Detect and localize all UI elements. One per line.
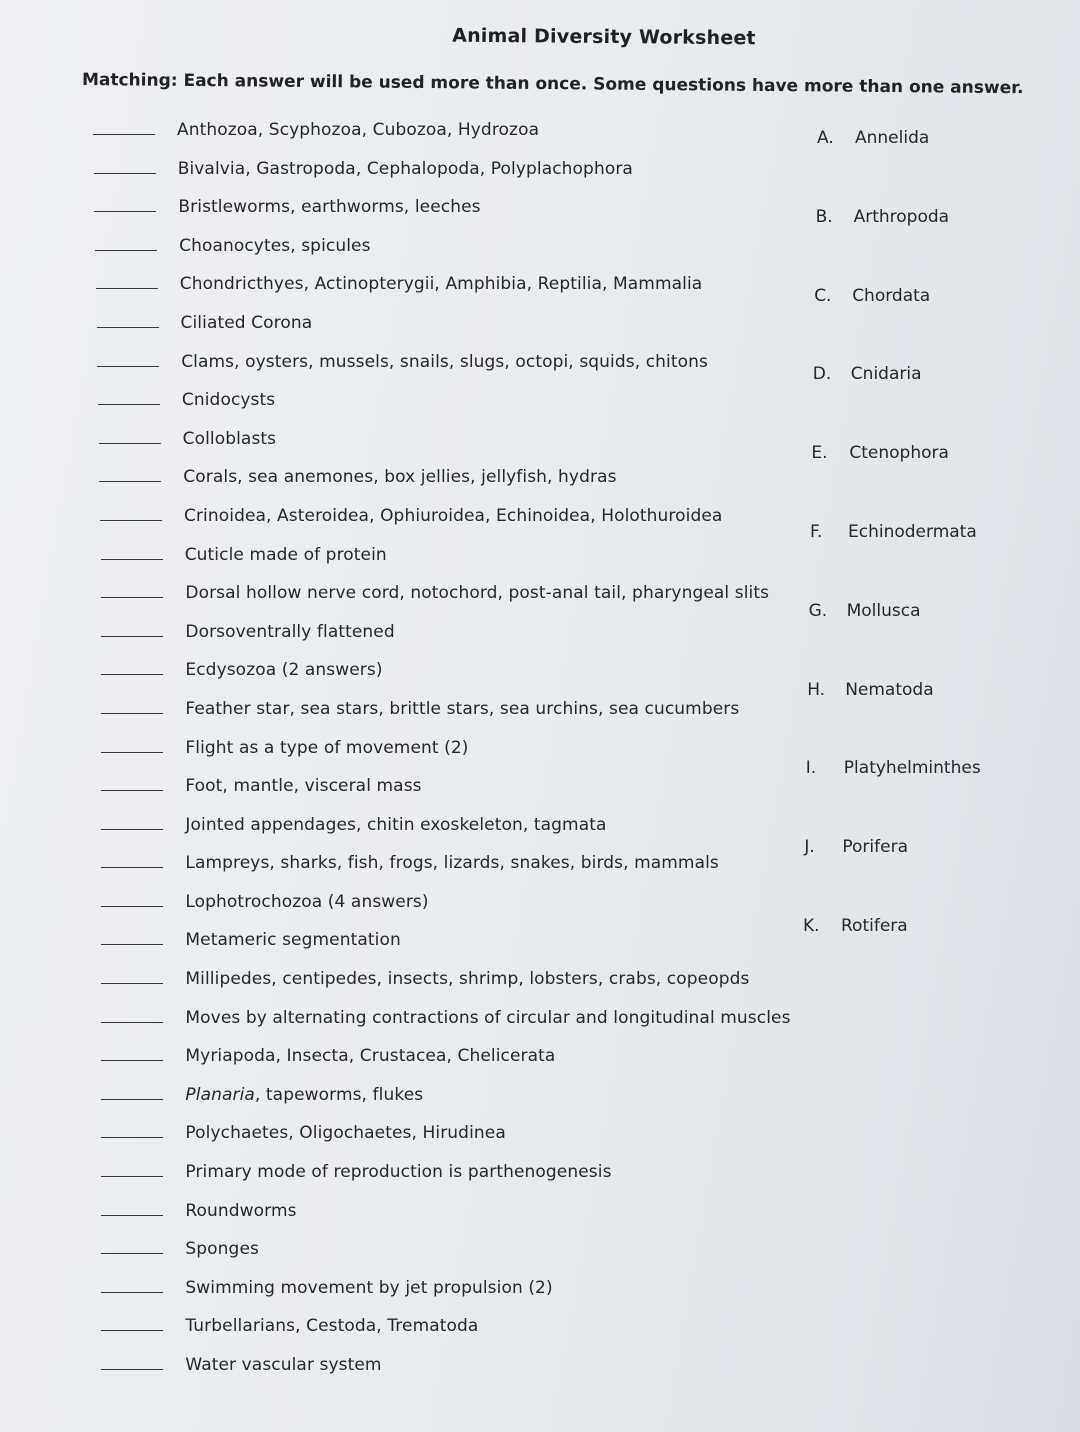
- matching-instructions: Matching: Each answer will be used more than once. Some questions have more than one answer.: [81, 70, 1024, 99]
- matching-item-text: Bivalvia, Gastropoda, Cephalopoda, Polyplachophora: [177, 158, 633, 179]
- matching-item-text: Myriapoda, Insecta, Crustacea, Chelicerata: [185, 1046, 556, 1067]
- answer-choice-letter: J.: [804, 837, 815, 858]
- matching-item-text: Dorsal hollow nerve cord, notochord, post-anal tail, pharyngeal slits: [185, 583, 770, 604]
- matching-item: [101, 660, 382, 680]
- matching-item-text: Clams, oysters, mussels, snails, slugs, octopi, squids, chitons: [181, 351, 708, 372]
- matching-item-text: Polychaetes, Oligochaetes, Hirudinea: [185, 1123, 506, 1144]
- answer-choice-letter: E.: [811, 443, 828, 464]
- matching-item: [101, 853, 719, 873]
- answer-choice-name: Porifera: [842, 837, 908, 858]
- answer-choice: [816, 207, 949, 227]
- matching-item: [101, 930, 400, 950]
- answer-choice-name: Cnidaria: [850, 364, 922, 385]
- matching-item-text: Lophotrochozoa (4 answers): [185, 891, 429, 912]
- matching-item: [101, 738, 468, 758]
- matching-item-text: Roundworms: [185, 1200, 297, 1221]
- answer-blank[interactable]: [101, 1201, 163, 1216]
- answer-choice-name: Annelida: [855, 128, 930, 148]
- matching-item: [101, 1123, 505, 1143]
- matching-item: [99, 429, 277, 449]
- matching-item-text: Metameric segmentation: [185, 930, 401, 951]
- answer-blank[interactable]: [101, 699, 163, 714]
- matching-item-text: Corals, sea anemones, box jellies, jellyfish, hydras: [183, 467, 617, 488]
- answer-blank[interactable]: [94, 197, 156, 212]
- answer-blank[interactable]: [101, 1239, 163, 1254]
- answer-blank[interactable]: [101, 1085, 163, 1100]
- answer-blank[interactable]: [100, 506, 162, 521]
- answer-choice: [811, 443, 949, 463]
- matching-item-text: Lampreys, sharks, fish, frogs, lizards, snakes, birds, mammals: [185, 853, 719, 874]
- answer-blank[interactable]: [98, 390, 160, 405]
- answer-choice-letter: D.: [812, 364, 832, 385]
- answer-choice-letter: C.: [814, 285, 832, 306]
- matching-item-text: Jointed appendages, chitin exoskeleton, tagmata: [185, 814, 607, 835]
- matching-item-text: Colloblasts: [182, 428, 277, 449]
- matching-item: [101, 776, 421, 796]
- answer-choice-letter: H.: [807, 679, 826, 700]
- worksheet-title: Animal Diversity Worksheet: [452, 24, 756, 50]
- answer-blank[interactable]: [94, 159, 156, 174]
- answer-blank[interactable]: [101, 1162, 163, 1177]
- matching-item-text: Cnidocysts: [181, 390, 276, 411]
- answer-blank[interactable]: [101, 853, 163, 868]
- matching-item-text: Ciliated Corona: [180, 312, 313, 333]
- answer-choice-name: Platyhelminthes: [843, 758, 981, 779]
- answer-choice-name: Echinodermata: [848, 522, 977, 542]
- answer-choice: [804, 837, 908, 857]
- matching-item-text: Moves by alternating contractions of circular and longitudinal muscles: [185, 1007, 791, 1028]
- matching-item-text: Chondricthyes, Actinopterygii, Amphibia, Reptilia, Mammalia: [179, 274, 703, 295]
- matching-item: [94, 197, 480, 217]
- answer-blank[interactable]: [101, 1355, 163, 1370]
- matching-item: [101, 545, 387, 565]
- answer-blank[interactable]: [101, 622, 163, 637]
- italic-genus-name: Planaria: [185, 1084, 255, 1105]
- matching-item: [94, 159, 633, 179]
- answer-blank[interactable]: [101, 1316, 163, 1331]
- answer-choice-letter: A.: [817, 128, 834, 148]
- matching-item: [101, 1278, 552, 1298]
- answer-blank[interactable]: [101, 892, 163, 907]
- answer-choice-name: Arthropoda: [853, 206, 950, 227]
- matching-item-text: Feather star, sea stars, brittle stars, sea urchins, sea cucumbers: [185, 698, 740, 719]
- matching-item-text: Ecdysozoa (2 answers): [185, 660, 383, 681]
- answer-choice: [810, 522, 977, 542]
- answer-blank[interactable]: [99, 429, 161, 444]
- matching-item: [101, 1239, 259, 1259]
- matching-item-text: Flight as a type of movement (2): [185, 737, 469, 758]
- answer-blank[interactable]: [97, 352, 159, 367]
- matching-item: [98, 390, 275, 410]
- matching-item: [101, 1008, 790, 1028]
- matching-item: [96, 274, 703, 294]
- answer-choice-name: Ctenophora: [849, 443, 949, 464]
- answer-blank[interactable]: [97, 313, 159, 328]
- answer-blank[interactable]: [101, 545, 163, 560]
- answer-blank[interactable]: [93, 120, 155, 135]
- matching-item: [93, 120, 539, 140]
- matching-item: [101, 815, 606, 835]
- matching-item: [101, 1046, 555, 1066]
- matching-item-text: Bristleworms, earthworms, leeches: [178, 197, 481, 218]
- matching-item-text: Crinoidea, Asteroidea, Ophiuroidea, Echinoidea, Holothuroidea: [184, 505, 723, 526]
- matching-item-text: Foot, mantle, visceral mass: [185, 776, 422, 797]
- matching-item-text: Turbellarians, Cestoda, Trematoda: [185, 1316, 479, 1337]
- answer-blank[interactable]: [101, 738, 163, 753]
- matching-item: [97, 352, 708, 372]
- matching-item: [101, 892, 428, 912]
- answer-choice: [813, 364, 922, 384]
- answer-blank[interactable]: [101, 1046, 163, 1061]
- matching-item-text: Cuticle made of protein: [184, 544, 387, 565]
- matching-item: [101, 1085, 423, 1105]
- answer-blank[interactable]: [101, 1008, 163, 1023]
- matching-item: [97, 313, 313, 333]
- answer-blank[interactable]: [101, 815, 163, 830]
- answer-choice: [809, 601, 921, 621]
- matching-item: [100, 506, 722, 526]
- matching-item-text: Water vascular system: [185, 1355, 382, 1375]
- matching-item-text: Choanocytes, spicules: [179, 235, 371, 256]
- answer-choice: [803, 916, 908, 936]
- matching-item: [101, 1355, 381, 1375]
- matching-item-text: Sponges: [185, 1239, 259, 1260]
- matching-item-text: Anthozoa, Scyphozoa, Cubozoa, Hydrozoa: [177, 120, 540, 140]
- matching-item: [101, 583, 769, 603]
- answer-choice-letter: K.: [803, 916, 820, 936]
- matching-item: [101, 1162, 611, 1182]
- matching-item-text: Millipedes, centipedes, insects, shrimp, lobsters, crabs, copeopds: [185, 969, 750, 990]
- matching-item-text: [185, 1085, 423, 1105]
- answer-choice-letter: B.: [815, 206, 833, 227]
- matching-item: [99, 467, 616, 487]
- matching-item-text: Primary mode of reproduction is parthenogenesis: [185, 1162, 612, 1183]
- answer-choice: [806, 758, 981, 778]
- answer-blank[interactable]: [99, 467, 161, 482]
- answer-blank[interactable]: [101, 1278, 163, 1293]
- answer-choice-letter: F.: [810, 522, 823, 542]
- matching-item: [101, 699, 739, 719]
- answer-choice: [814, 286, 930, 306]
- answer-choice-name: Rotifera: [841, 916, 908, 936]
- answer-choice: [817, 128, 929, 148]
- answer-choice-name: Nematoda: [845, 679, 934, 700]
- answer-blank[interactable]: [96, 274, 158, 289]
- answer-choice-name: Chordata: [852, 285, 931, 306]
- matching-item: [101, 622, 394, 642]
- answer-blank[interactable]: [101, 583, 163, 598]
- answer-blank[interactable]: [101, 1123, 163, 1138]
- answer-blank[interactable]: [101, 930, 163, 945]
- matching-item: [101, 969, 749, 989]
- matching-item-text: Swimming movement by jet propulsion (2): [185, 1277, 553, 1298]
- answer-choice: [807, 680, 933, 700]
- matching-item: [101, 1201, 296, 1221]
- answer-choice-name: Mollusca: [846, 600, 921, 621]
- matching-item-text: Dorsoventrally flattened: [185, 621, 395, 642]
- answer-blank[interactable]: [95, 236, 157, 251]
- matching-item: [101, 1316, 478, 1336]
- answer-blank[interactable]: [101, 660, 163, 675]
- matching-item: [95, 236, 370, 256]
- answer-choice-letter: I.: [805, 758, 817, 779]
- answer-choice-letter: G.: [808, 600, 828, 621]
- answer-blank[interactable]: [101, 969, 163, 984]
- answer-blank[interactable]: [101, 776, 163, 791]
- matching-item-text-rest: , tapeworms, flukes: [254, 1084, 424, 1105]
